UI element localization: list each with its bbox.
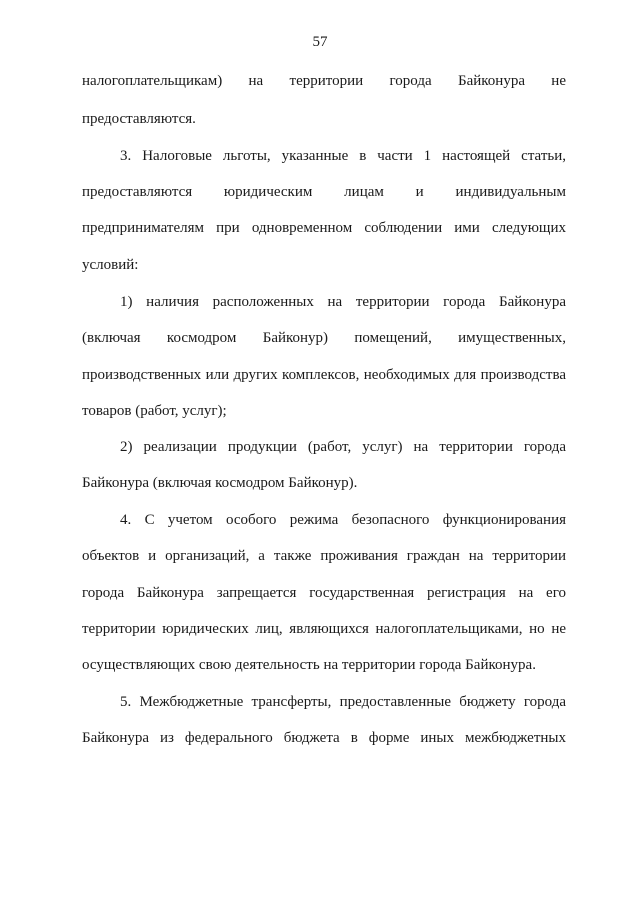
page-number: 57 xyxy=(312,34,328,50)
item-1-first-line: 1) наличия расположенных на территории города Байконура xyxy=(120,294,566,310)
item-2-first-line: 2) реализации продукции (работ, услуг) на территории города xyxy=(120,439,566,455)
text-line: города Байконура запрещается государственная регистрация на его xyxy=(82,585,566,601)
paragraph-4-first-line: 4. С учетом особого режима безопасного функционирования xyxy=(120,512,566,528)
text-line: предоставляются юридическим лицам и индивидуальным xyxy=(82,184,566,200)
text-line: (включая космодром Байконур) помещений, имущественных, xyxy=(82,330,566,346)
text-line: Байконура из федерального бюджета в форме иных межбюджетных xyxy=(82,730,566,746)
paragraph-5-first-line: 5. Межбюджетные трансферты, предоставленные бюджету города xyxy=(120,694,566,710)
text-line: налогоплательщикам) на территории города Байконура не xyxy=(82,73,566,89)
text-line: Байконура (включая космодром Байконур). xyxy=(82,475,358,491)
text-line: производственных или других комплексов, необходимых для производства xyxy=(82,367,566,383)
text-line: осуществляющих свою деятельность на территории города Байконура. xyxy=(82,657,536,673)
text-line: предпринимателям при одновременном соблюдении ими следующих xyxy=(82,220,566,236)
text-line: предоставляются. xyxy=(82,111,196,127)
text-line: объектов и организаций, а также проживания граждан на территории xyxy=(82,548,566,564)
paragraph-3-first-line: 3. Налоговые льготы, указанные в части 1 настоящей статьи, xyxy=(120,148,566,164)
text-line: условий: xyxy=(82,257,139,273)
text-line: территории юридических лиц, являющихся налогоплательщиками, но не xyxy=(82,621,566,637)
text-line: товаров (работ, услуг); xyxy=(82,403,227,419)
